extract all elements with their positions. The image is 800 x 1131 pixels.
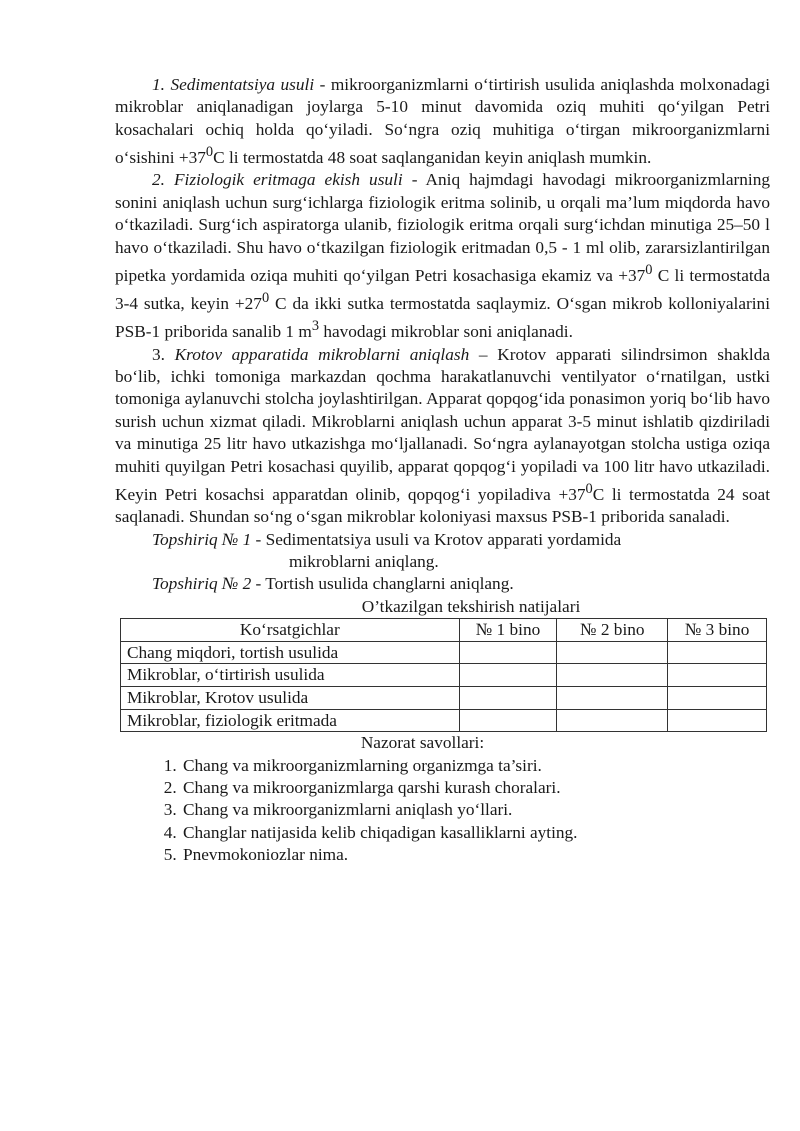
- method-title: Krotov apparatida mikroblarni aniqlash: [174, 344, 470, 364]
- list-item: 2. Chang va mikroorganizmlarga qarshi kurash choralari.: [181, 777, 770, 799]
- paragraph-physiological: [115, 169, 770, 343]
- paragraph-sedimentation: [115, 74, 770, 169]
- superscript: 0: [645, 262, 653, 279]
- list-item: 3. Chang va mikroorganizmlarni aniqlash yo‘llari.: [181, 799, 770, 821]
- paragraph-text: – Krotov apparati silindrsimon shaklda bo‘lib, ichki tomoniga markazdan qochma harakatlanuvchi ventilyator o‘rnatilgan, ustki tomoniga aylanuvchi stolcha joylashtirilgan. Apparat qopqog‘ida ponasimon yoriq bo‘lib havo surish uchun xizmat qiladi. Mikroblarni aniqlash uchun apparat 3-5 minut ishlatib qizdiriladi va minutiga 25 litr havo utkazishga mo‘ljallanadi. So‘ngra aylanayotgan stolcha ustiga oziqa muhiti quyilgan Petri kosachasi quyilib, apparat qopqog‘i yopiladi va 100 litr havo utkaziladi. Keyin Petri kosachsi apparatdan olinib, qopqog‘i yopiladiva +37: [115, 344, 771, 504]
- table-cell: [668, 686, 767, 709]
- method-number: 3.: [152, 344, 175, 364]
- row-label: Mikroblar, o‘tirtirish usulida: [121, 664, 460, 687]
- table-cell: [668, 664, 767, 687]
- table-row: [121, 664, 767, 687]
- superscript: 3: [311, 318, 320, 335]
- paragraph-text: - Aniq hajmdagi havodagi mikroorganizmlarning sonini aniqlash uchun surg‘ichlarga fiziologik eritma solinib, u orqali ma’lum miqdorda havo o‘tkaziladi. Surg‘ich aspiratorga ulanib, fiziologik eritma orqali surg‘ichdan minutiga 25–50 l havo o‘tkaziladi. Shu havo o‘tkazilgan fiziologik eritmadan 0,5 - 1 ml olib, zararsizlantirilgan pipetka yordamida oziqa muhiti qo‘yilgan Petri kosachasiga ekamiz va +37: [115, 170, 770, 285]
- list-item: 4. Changlar natijasida kelib chiqadigan kasalliklarni ayting.: [181, 822, 770, 844]
- task-text: - Tortish usulida changlarni aniqlang.: [251, 574, 514, 594]
- paragraph-krotov: [115, 344, 770, 529]
- header-cell: № 2 bino: [557, 619, 668, 642]
- table-cell: [557, 709, 668, 732]
- table-row: [121, 641, 767, 664]
- questions-list: [115, 755, 770, 867]
- row-label: Mikroblar, Krotov usulida: [121, 686, 460, 709]
- paragraph-text: C li termostatda 3-4 sutka, keyin +27: [115, 265, 770, 313]
- method-title: 2. Fiziologik eritmaga ekish usuli: [152, 170, 403, 190]
- header-cell: № 1 bino: [459, 619, 557, 642]
- table-row: [121, 686, 767, 709]
- row-label: Mikroblar, fiziologik eritmada: [121, 709, 460, 732]
- task-label: Topshiriq № 2: [152, 574, 252, 594]
- table-cell: [459, 641, 557, 664]
- header-cell: Ko‘rsatgichlar: [121, 619, 460, 642]
- table-cell: [459, 686, 557, 709]
- paragraph-text: C da ikki sutka termostatda saqlaymiz. O‘sgan mikrob kolloniyalarini PSB-1 priborida sanalib 1 m: [115, 293, 770, 342]
- superscript: 0: [205, 144, 214, 161]
- list-item: 1. Chang va mikroorganizmlarning organizmga ta’siri.: [181, 755, 770, 777]
- table-row: [121, 709, 767, 732]
- table-cell: [668, 641, 767, 664]
- paragraph-text: C li termostatda 24 soat saqlanadi. Shundan so‘ng o‘sgan mikroblar koloniyasi maxsus PSB-1 priborida sanaladi.: [115, 484, 770, 527]
- paragraph-text: havodagi mikroblar soni aniqlanadi.: [319, 322, 573, 342]
- table-cell: [459, 664, 557, 687]
- paragraph-text: C li termostatda 48 soat saqlanganidan keyin aniqlash mumkin.: [213, 147, 652, 167]
- table-header-row: [121, 619, 767, 642]
- task-2: [152, 573, 770, 595]
- table-cell: [557, 686, 668, 709]
- task-text: - Sedimentatsiya usuli va Krotov apparati yordamida: [251, 529, 622, 549]
- list-item: 5. Pnevmokoniozlar nima.: [181, 844, 770, 866]
- method-title: 1. Sedimentatsiya usuli: [152, 75, 315, 94]
- paragraph-text: - mikroorganizmlarni o‘tirtirish usulida aniqlashda molxonadagi mikroblar aniqlanadigan joylarga 5-10 minut davomida oziq muhiti qo‘yilgan Petri kosachalari ochiq holda qo‘yiladi. So‘ngra oziq muhitiga o‘tirgan mikroorganizmlarni o‘sishini +37: [115, 75, 770, 167]
- results-table: [120, 618, 767, 732]
- task-1-continuation: mikroblarni aniqlang.: [289, 551, 439, 571]
- table-title: O’tkazilgan tekshirish natijalari: [361, 596, 581, 616]
- table-cell: [557, 664, 668, 687]
- superscript: 0: [261, 290, 270, 307]
- table-cell: [557, 641, 668, 664]
- table-cell: [459, 709, 557, 732]
- table-cell: [668, 709, 767, 732]
- row-label: Chang miqdori, tortish usulida: [121, 641, 460, 664]
- header-cell: № 3 bino: [668, 619, 767, 642]
- task-1: [152, 529, 770, 551]
- superscript: 0: [585, 480, 593, 497]
- questions-title: Nazorat savollari:: [360, 733, 485, 753]
- task-label: Topshiriq № 1: [152, 529, 252, 549]
- document-page: [115, 74, 770, 867]
